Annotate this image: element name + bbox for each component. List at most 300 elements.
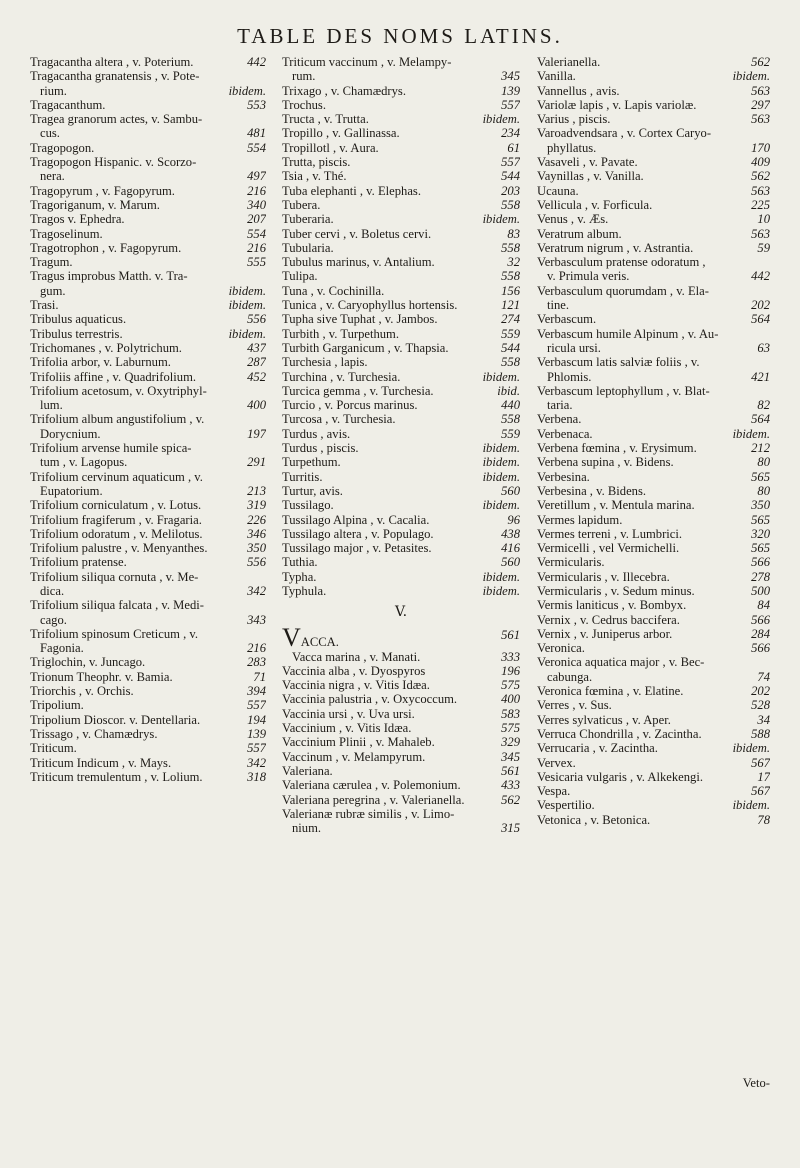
entry-text: Turtur, avis. — [282, 483, 343, 498]
entry-text: Venus , v. Æs. — [537, 212, 609, 227]
entry-line — [282, 155, 520, 169]
page-reference: 80 — [757, 455, 770, 470]
entry-text: Tuba elephanti , v. Elephas. — [282, 183, 421, 198]
index-entry — [282, 312, 520, 326]
entry-line — [30, 455, 266, 469]
page-reference: ibidem. — [482, 469, 520, 484]
page-reference: 558 — [501, 355, 520, 370]
page-reference: 284 — [751, 626, 770, 641]
entry-text: Vernix , v. Juniperus arbor. — [537, 626, 673, 641]
index-entry — [537, 498, 770, 512]
entry-line — [282, 678, 520, 692]
entry-text: Tragopyrum , v. Fagopyrum. — [30, 183, 175, 198]
entry-text: Verbascum humile Alpinum , v. Au- — [537, 326, 719, 341]
page-reference: 556 — [247, 555, 266, 570]
entry-text: Vaccinium Plinii , v. Mahaleb. — [282, 735, 435, 750]
entry-line — [537, 427, 770, 441]
page-reference: ibid. — [497, 383, 520, 398]
entry-line — [537, 613, 770, 627]
index-entry — [282, 298, 520, 312]
index-entry — [282, 541, 520, 555]
entry-text: Trifolium album angustifolium , v. — [30, 412, 205, 427]
index-entry — [537, 384, 770, 413]
index-entry — [537, 798, 770, 812]
entry-text: Turbith , v. Turpethum. — [282, 326, 399, 341]
page-reference: 400 — [247, 398, 266, 413]
entry-text: Ucauna. — [537, 183, 579, 198]
entry-line — [537, 784, 770, 798]
entry-text: gum. — [40, 283, 66, 298]
index-entry — [282, 570, 520, 584]
index-entry — [537, 355, 770, 384]
section-heading: V. — [394, 604, 408, 621]
page-reference: 558 — [501, 412, 520, 427]
page-reference: 342 — [247, 755, 266, 770]
entry-text: Turchesia , lapis. — [282, 355, 368, 370]
page-reference: 558 — [501, 269, 520, 284]
entry-text: Triorchis , v. Orchis. — [30, 684, 134, 699]
page-reference: ibidem. — [482, 498, 520, 513]
entry-text: Trifolium odoratum , v. Melilotus. — [30, 526, 203, 541]
entry-text: Vaccinia alba , v. Dyospyros — [282, 663, 426, 678]
page-reference: ibidem. — [482, 583, 520, 598]
entry-text: Turbith Garganicum , v. Thapsia. — [282, 340, 449, 355]
page-reference: 59 — [757, 240, 770, 255]
index-column-3 — [537, 55, 770, 827]
page-reference: ibidem. — [482, 369, 520, 384]
page-reference: ibidem. — [228, 83, 266, 98]
entry-line — [30, 284, 266, 298]
entry-text: Trochus. — [282, 97, 326, 112]
index-entry — [282, 184, 520, 198]
entry-line — [282, 527, 520, 541]
page-reference: 563 — [751, 112, 770, 127]
page-reference: 553 — [247, 97, 266, 112]
entry-line — [282, 98, 520, 112]
page-reference: 561 — [501, 628, 520, 643]
entry-text: Verbena fœmina , v. Erysimum. — [537, 441, 697, 456]
entry-line — [282, 384, 520, 398]
entry-line — [30, 570, 266, 584]
entry-line — [30, 727, 266, 741]
page-reference: 566 — [751, 612, 770, 627]
entry-text: Tuberaria. — [282, 212, 334, 227]
entry-line — [537, 84, 770, 98]
index-entry — [537, 570, 770, 584]
index-entry — [537, 112, 770, 126]
entry-text: Tropillotl , v. Aura. — [282, 140, 379, 155]
index-column-2 — [282, 55, 520, 835]
page-reference: 194 — [247, 712, 266, 727]
entry-line — [537, 670, 770, 684]
entry-text: Verbasculum quorumdam , v. Ela- — [537, 283, 709, 298]
entry-text: Trasi. — [30, 298, 59, 313]
entry-line — [537, 269, 770, 283]
index-entry — [537, 598, 770, 612]
entry-line — [282, 84, 520, 98]
entry-line — [30, 756, 266, 770]
entry-line — [537, 484, 770, 498]
entry-line — [282, 141, 520, 155]
index-entry — [282, 398, 520, 412]
page-reference: ibidem. — [482, 441, 520, 456]
entry-line — [30, 269, 266, 283]
page-reference: 78 — [757, 812, 770, 827]
entry-line — [30, 355, 266, 369]
entry-line — [537, 69, 770, 83]
entry-line — [282, 664, 520, 678]
entry-text: Tubera. — [282, 197, 321, 212]
entry-line — [282, 69, 520, 83]
entry-line — [30, 441, 266, 455]
entry-text: Phlomis. — [547, 369, 592, 384]
entry-text: Varoadvendsara , v. Cortex Caryo- — [537, 126, 712, 141]
index-entry — [282, 484, 520, 498]
index-entry — [537, 327, 770, 356]
page-reference: 438 — [501, 526, 520, 541]
entry-line — [30, 370, 266, 384]
page-reference: 234 — [501, 126, 520, 141]
entry-text: Verbasculum pratense odoratum , — [537, 255, 706, 270]
index-entry — [30, 441, 266, 470]
page-reference: 557 — [501, 155, 520, 170]
index-entry — [282, 455, 520, 469]
index-entry — [537, 69, 770, 83]
entry-text: Turcio , v. Porcus marinus. — [282, 398, 418, 413]
entry-line — [30, 69, 266, 83]
entry-text: nium. — [292, 821, 322, 836]
index-entry — [537, 741, 770, 755]
index-entry — [282, 778, 520, 792]
entry-line — [537, 141, 770, 155]
entry-text: Vermis laniticus , v. Bombyx. — [537, 598, 687, 613]
entry-text: Vaccinia palustria , v. Oxycoccum. — [282, 692, 458, 707]
entry-text: Tribulus aquaticus. — [30, 312, 127, 327]
entry-line — [537, 713, 770, 727]
index-entry — [30, 570, 266, 599]
catchword: Veto- — [742, 1076, 770, 1090]
entry-line — [282, 721, 520, 735]
index-entry — [30, 141, 266, 155]
index-column-1 — [30, 55, 266, 784]
entry-line — [282, 126, 520, 140]
entry-line — [537, 55, 770, 69]
entry-text: Veronica aquatica major , v. Bec- — [537, 655, 705, 670]
page-reference: 350 — [751, 498, 770, 513]
entry-line — [282, 455, 520, 469]
entry-text: Trifolium siliqua cornuta , v. Me- — [30, 569, 199, 584]
entry-text: rium. — [40, 83, 67, 98]
entry-text: Valerianæ rubræ similis , v. Limo- — [282, 806, 455, 821]
entry-text: Valerianella. — [537, 55, 601, 69]
index-entry — [30, 327, 266, 341]
index-entry — [30, 513, 266, 527]
entry-text: Tructa , v. Trutta. — [282, 112, 369, 127]
page-reference: ibidem. — [482, 212, 520, 227]
entry-line — [30, 412, 266, 426]
entry-line — [537, 698, 770, 712]
page-reference: 216 — [247, 641, 266, 656]
index-entry — [30, 770, 266, 784]
entry-text: Verruca Chondrilla , v. Zacintha. — [537, 726, 702, 741]
entry-line — [537, 98, 770, 112]
entry-line — [537, 370, 770, 384]
index-entry — [30, 98, 266, 112]
page-reference: 196 — [501, 663, 520, 678]
index-entry — [282, 750, 520, 764]
index-entry — [282, 735, 520, 749]
entry-text: Vaccinia ursi , v. Uva ursi. — [282, 706, 415, 721]
page-reference: 156 — [501, 283, 520, 298]
index-entry — [282, 678, 520, 692]
entry-text: ricula ursi. — [547, 340, 601, 355]
page-reference: 139 — [501, 83, 520, 98]
page-reference: 560 — [501, 555, 520, 570]
page-reference: 216 — [247, 240, 266, 255]
index-entry — [537, 427, 770, 441]
entry-text: Valeriana peregrina , v. Valerianella. — [282, 792, 465, 807]
page-reference: 225 — [751, 197, 770, 212]
entry-text: Tulipa. — [282, 269, 318, 284]
entry-line — [30, 670, 266, 684]
entry-line — [282, 355, 520, 369]
page-reference: 350 — [247, 541, 266, 556]
entry-text: phyllatus. — [547, 140, 597, 155]
page-reference: 562 — [751, 169, 770, 184]
entry-line — [282, 427, 520, 441]
page-reference: 557 — [247, 741, 266, 756]
entry-text: Verres , v. Sus. — [537, 698, 612, 713]
index-entry — [30, 470, 266, 499]
entry-line — [30, 141, 266, 155]
entry-line — [30, 212, 266, 226]
page-reference: 566 — [751, 555, 770, 570]
entry-text: Trifoliis affine , v. Quadrifolium. — [30, 369, 197, 384]
page-reference: ibidem. — [228, 283, 266, 298]
index-entry — [30, 255, 266, 269]
entry-text: Triticum tremulentum , v. Lolium. — [30, 769, 203, 784]
entry-text: Tragopogon Hispanic. v. Scorzo- — [30, 155, 197, 170]
page-reference: 559 — [501, 326, 520, 341]
entry-line — [282, 764, 520, 778]
entry-text: Vermicularis , v. Sedum minus. — [537, 583, 695, 598]
page-reference: ibidem. — [732, 798, 770, 813]
page-reference: 71 — [253, 669, 266, 684]
entry-text: Tubularia. — [282, 240, 334, 255]
entry-text: Vermicelli , vel Vermichelli. — [537, 541, 680, 556]
index-entry — [30, 670, 266, 684]
page-reference: 17 — [757, 769, 770, 784]
entry-text: Tragum. — [30, 255, 73, 270]
entry-text: Tuthia. — [282, 555, 318, 570]
page-reference: 433 — [501, 778, 520, 793]
index-entry — [282, 384, 520, 398]
page-reference: 562 — [751, 55, 770, 69]
entry-line — [282, 707, 520, 721]
page-reference: 96 — [507, 512, 520, 527]
page-reference: 213 — [247, 483, 266, 498]
page-reference: ibidem. — [732, 741, 770, 756]
entry-line — [537, 441, 770, 455]
index-entry — [282, 84, 520, 98]
index-entry — [537, 212, 770, 226]
entry-text: Vannellus , avis. — [537, 83, 620, 98]
entry-text: Trichomanes , v. Polytrichum. — [30, 340, 182, 355]
page-reference: ibidem. — [482, 112, 520, 127]
entry-line — [30, 126, 266, 140]
page-reference: 139 — [247, 726, 266, 741]
page-reference: 80 — [757, 483, 770, 498]
page-reference: 409 — [751, 155, 770, 170]
entry-line — [30, 298, 266, 312]
entry-text: Tragos v. Ephedra. — [30, 212, 125, 227]
entry-line — [537, 798, 770, 812]
index-entry — [537, 813, 770, 827]
entry-line — [537, 655, 770, 669]
entry-line — [282, 412, 520, 426]
entry-line — [30, 384, 266, 398]
entry-line — [537, 513, 770, 527]
entry-text: Tragoriganum, v. Marum. — [30, 197, 160, 212]
entry-text: Vespertilio. — [537, 798, 595, 813]
index-entry — [30, 684, 266, 698]
index-entry — [282, 427, 520, 441]
entry-line — [30, 255, 266, 269]
index-entry — [537, 169, 770, 183]
page-reference: 340 — [247, 197, 266, 212]
entry-line — [30, 584, 266, 598]
entry-line — [537, 541, 770, 555]
index-entry — [537, 584, 770, 598]
page-reference: 554 — [247, 140, 266, 155]
entry-text: Trifolium acetosum, v. Oxytriphyl- — [30, 383, 207, 398]
entry-text: Tribulus terrestris. — [30, 326, 123, 341]
entry-line — [30, 327, 266, 341]
entry-line — [282, 470, 520, 484]
entry-text: Fagonia. — [40, 641, 84, 656]
index-entry — [282, 555, 520, 569]
index-entry — [30, 341, 266, 355]
entry-line — [537, 570, 770, 584]
entry-line — [537, 126, 770, 140]
page-reference: 329 — [501, 735, 520, 750]
entry-text: Vanilla. — [537, 69, 576, 84]
entry-line — [30, 741, 266, 755]
entry-text: Vespa. — [537, 784, 571, 799]
page-reference: 554 — [247, 226, 266, 241]
entry-text: Turcica gemma , v. Turchesia. — [282, 383, 434, 398]
entry-line — [282, 312, 520, 326]
entry-line — [30, 655, 266, 669]
entry-text: Tragacanthum. — [30, 97, 106, 112]
entry-line — [282, 628, 520, 649]
entry-text: Variolæ lapis , v. Lapis variolæ. — [537, 97, 697, 112]
entry-text: Tupha sive Tuphat , v. Jambos. — [282, 312, 438, 327]
index-entry — [537, 655, 770, 684]
index-entry — [282, 141, 520, 155]
index-entry — [282, 807, 520, 836]
index-entry — [30, 112, 266, 141]
page-reference: 442 — [247, 55, 266, 69]
page-reference: 567 — [751, 784, 770, 799]
entry-line — [282, 284, 520, 298]
entry-line — [282, 241, 520, 255]
index-entry — [30, 598, 266, 627]
entry-text: Turdus , piscis. — [282, 441, 359, 456]
page-reference: ibidem. — [732, 69, 770, 84]
entry-text: Tragus improbus Matth. v. Tra- — [30, 269, 188, 284]
entry-text: Tuna , v. Cochinilla. — [282, 283, 385, 298]
entry-line — [537, 184, 770, 198]
index-entry — [30, 655, 266, 669]
index-entry — [282, 98, 520, 112]
index-entry — [537, 527, 770, 541]
index-entry — [537, 713, 770, 727]
page-reference: 557 — [501, 97, 520, 112]
entry-text: Tussilago major , v. Petasites. — [282, 541, 432, 556]
page-reference: 567 — [751, 755, 770, 770]
entry-line — [30, 312, 266, 326]
index-entry — [537, 698, 770, 712]
entry-line — [537, 341, 770, 355]
index-entry — [282, 470, 520, 484]
entry-line — [537, 155, 770, 169]
entry-text: Valeriana. — [282, 763, 333, 778]
index-entry — [282, 269, 520, 283]
entry-line — [30, 498, 266, 512]
entry-line — [282, 584, 520, 598]
page-reference: 556 — [247, 312, 266, 327]
entry-line — [30, 713, 266, 727]
page-reference: 345 — [501, 69, 520, 84]
page-reference: 207 — [247, 212, 266, 227]
entry-line — [30, 55, 266, 69]
entry-line — [282, 112, 520, 126]
entry-text: rum. — [292, 69, 316, 84]
index-entry — [537, 613, 770, 627]
index-entry — [537, 641, 770, 655]
entry-text: Verres sylvaticus , v. Aper. — [537, 712, 671, 727]
index-entry — [30, 756, 266, 770]
index-entry — [282, 227, 520, 241]
page-reference: 565 — [751, 541, 770, 556]
index-entry — [537, 198, 770, 212]
index-entry — [282, 255, 520, 269]
entry-text: Vermicularis. — [537, 555, 605, 570]
index-entry — [282, 628, 520, 664]
index-entry — [30, 555, 266, 569]
entry-text: Veratrum album. — [537, 226, 622, 241]
page-reference: 588 — [751, 726, 770, 741]
index-entry — [537, 756, 770, 770]
entry-text: Tragopogon. — [30, 140, 95, 155]
entry-text: Varius , piscis. — [537, 112, 611, 127]
index-entry — [537, 770, 770, 784]
entry-line — [537, 813, 770, 827]
entry-line — [537, 312, 770, 326]
index-entry — [537, 55, 770, 69]
index-entry — [30, 69, 266, 98]
page-reference: 557 — [247, 698, 266, 713]
entry-text: cus. — [40, 126, 60, 141]
entry-line — [30, 613, 266, 627]
entry-line — [282, 793, 520, 807]
entry-text: nera. — [40, 169, 65, 184]
entry-line — [30, 698, 266, 712]
entry-line — [282, 513, 520, 527]
entry-text: Tragacantha granatensis , v. Pote- — [30, 69, 200, 84]
page-reference: 202 — [751, 684, 770, 699]
